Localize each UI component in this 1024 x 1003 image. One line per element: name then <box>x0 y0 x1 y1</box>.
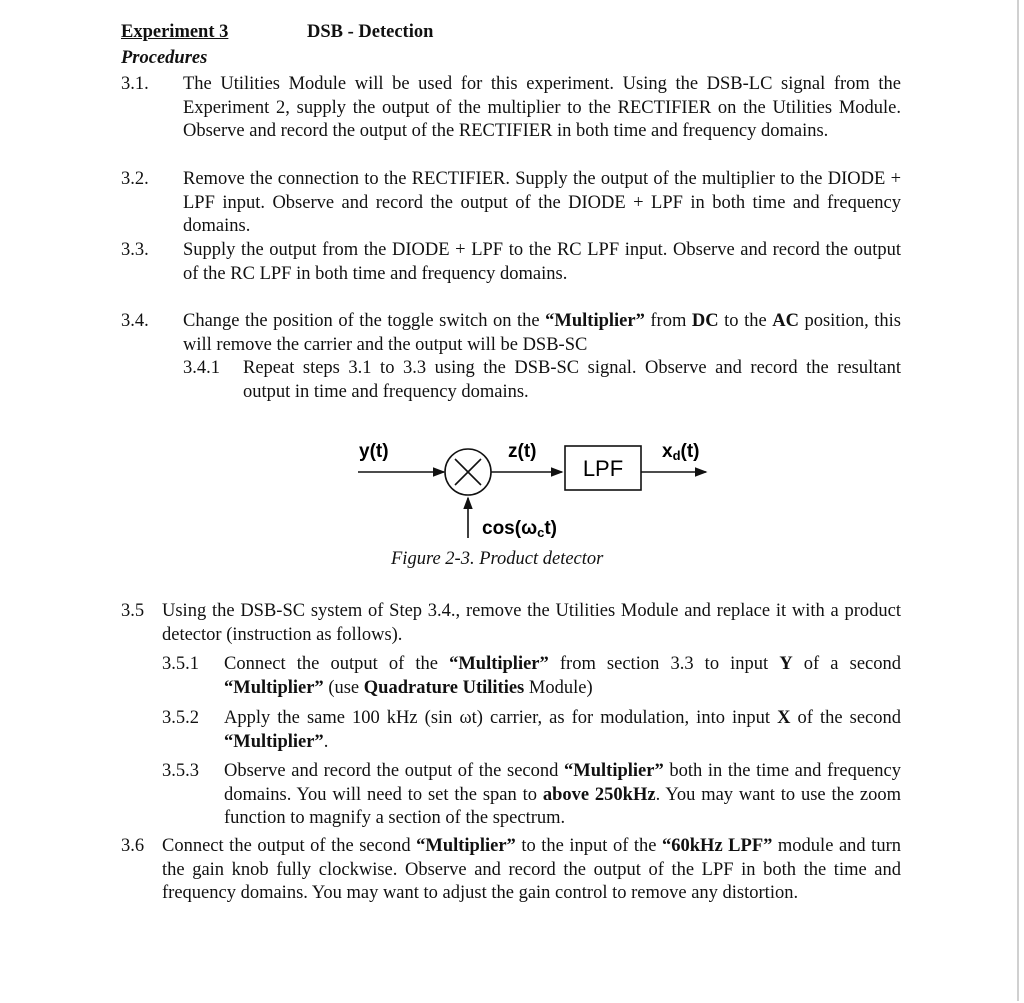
step-number: 3.4.1 <box>183 358 220 378</box>
procedures-heading: Procedures <box>121 48 208 68</box>
step-text: Change the position of the toggle switch on the “Multiplier” from DC to the AC position, this will remove the carrier and the output will be DSB-SC <box>183 311 901 355</box>
step-text: Apply the same 100 kHz (sin ωt) carrier, as for modulation, into input X of the second “Multiplier”. <box>224 708 901 752</box>
step-text: Repeat steps 3.1 to 3.3 using the DSB-SC signal. Observe and record the resultant output in time and frequency domains. <box>243 358 901 402</box>
step-text: Remove the connection to the RECTIFIER. Supply the output of the multiplier to the DIODE + LPF input. Observe and record the output of the DIODE + LPF in both time and frequency domains. <box>183 169 901 236</box>
figure-caption: Figure 2-3. Product detector <box>391 549 604 569</box>
carrier-label: cos(ωct) <box>482 518 558 540</box>
step-number: 3.4. <box>121 311 149 331</box>
step-text: Connect the output of the second “Multiplier” to the input of the “60kHz LPF” module and turn the gain knob fully clockwise. Observe and record the output of the LPF in both the time and frequency domains. You may want to adjust the gain control to remove any distortion. <box>162 836 901 903</box>
step-number: 3.6 <box>121 836 145 856</box>
lpf-label: LPF <box>582 456 624 481</box>
experiment-label: Experiment 3 <box>121 22 229 42</box>
step-text: The Utilities Module will be used for this experiment. Using the DSB-LC signal from the Experiment 2, supply the output of the multiplier to the RECTIFIER on the Utilities Module. Observe and record the output of the RECTIFIER in both time and frequency domains. <box>183 74 901 141</box>
step-text: Observe and record the output of the second “Multiplier” both in the time and frequency domains. You will need to set the span to above 250kHz. You may want to use the zoom function to magnify a section of the spectrum. <box>224 761 902 828</box>
step-number: 3.5.2 <box>162 708 199 728</box>
step-text: Using the DSB-SC system of Step 3.4., remove the Utilities Module and replace it with a product detector (instruction as follows). <box>162 601 901 645</box>
output-signal-label: xd(t) <box>662 441 700 463</box>
step-number: 3.3. <box>121 240 149 260</box>
step-number: 3.2. <box>121 169 149 189</box>
multiplier-icon <box>445 449 491 495</box>
step-text: Connect the output of the “Multiplier” from section 3.3 to input Y of a second “Multiplier” (use Quadrature Utilities Module) <box>224 654 901 698</box>
experiment-title: DSB - Detection <box>307 22 434 42</box>
step-number: 3.1. <box>121 74 149 94</box>
step-text: Supply the output from the DIODE + LPF to the RC LPF input. Observe and record the output of the RC LPF in both time and frequency domains. <box>183 240 901 284</box>
input-signal-label: y(t) <box>359 441 389 462</box>
step-number: 3.5.1 <box>162 654 199 674</box>
step-number: 3.5.3 <box>162 761 199 781</box>
product-detector-diagram <box>350 432 710 542</box>
step-number: 3.5 <box>121 601 145 621</box>
mixer-output-label: z(t) <box>508 441 537 462</box>
